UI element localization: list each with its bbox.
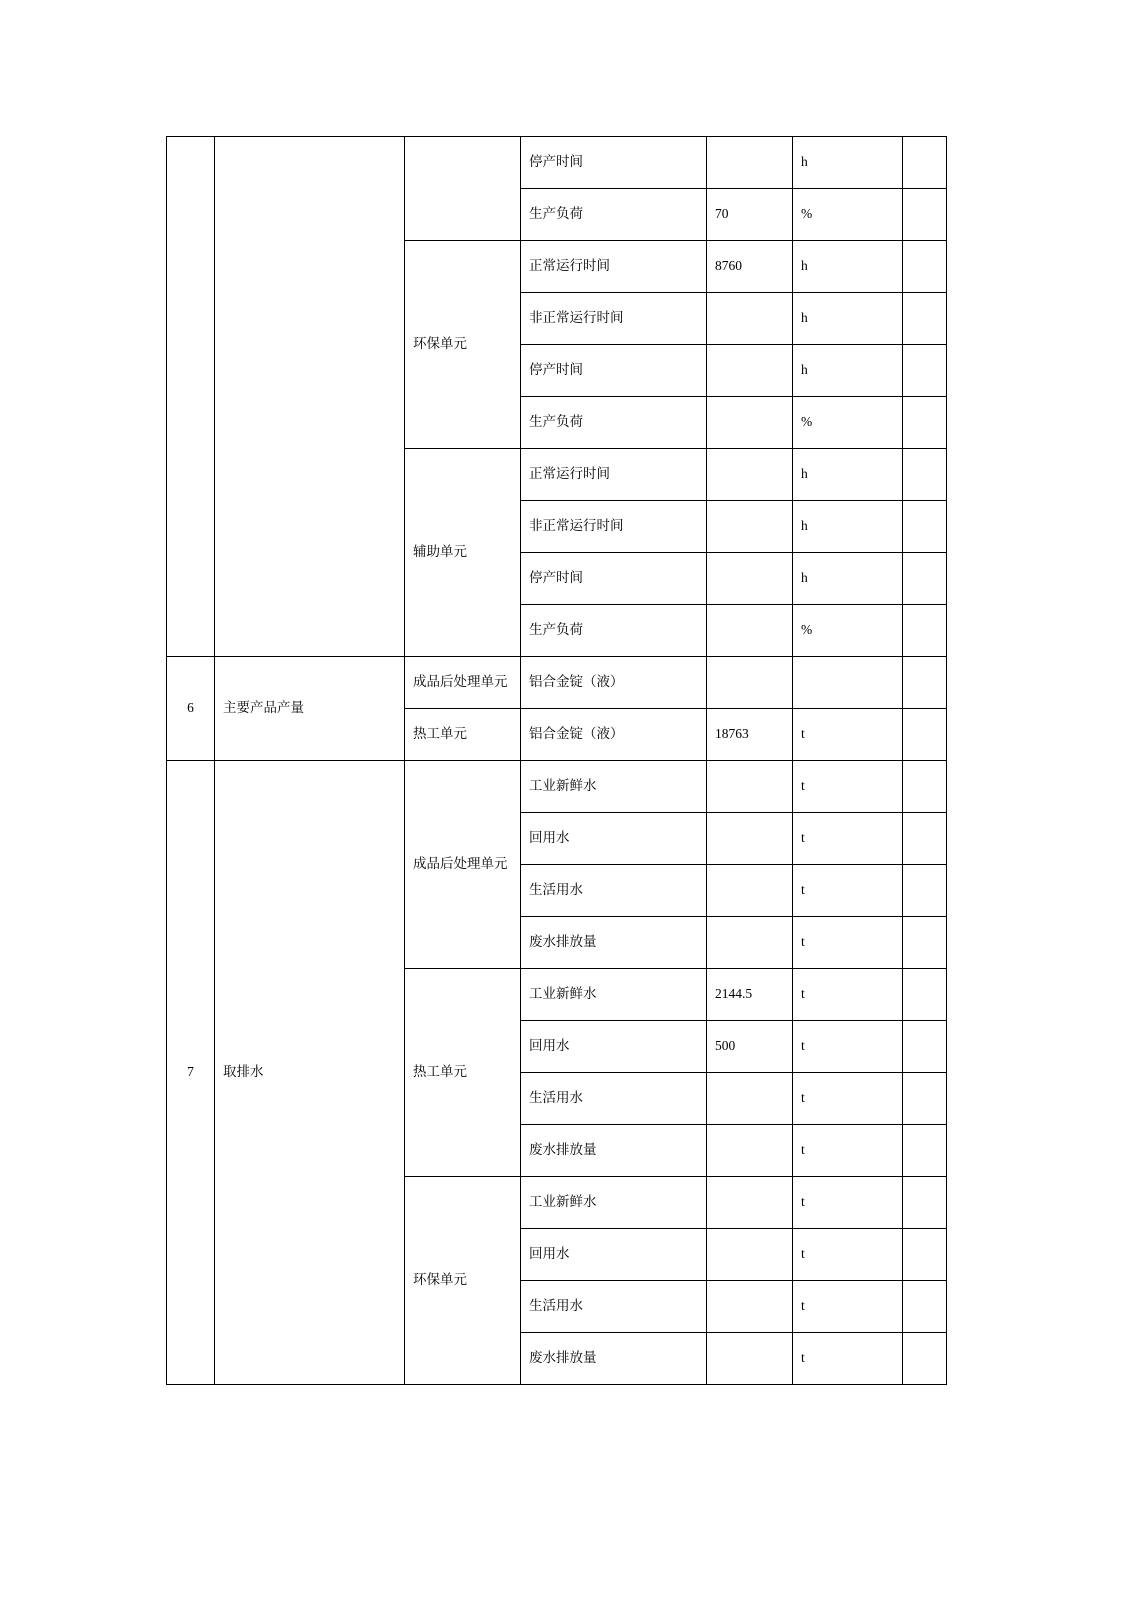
- row-uom-cell: t: [793, 1281, 903, 1333]
- unit-group-cell: 热工单元: [405, 969, 521, 1177]
- row-value-cell: 18763: [707, 709, 793, 761]
- unit-group-cell: 辅助单元: [405, 449, 521, 657]
- row-name-cell: 生产负荷: [521, 397, 707, 449]
- row-uom-cell: t: [793, 1073, 903, 1125]
- row-index-cell: 6: [167, 657, 215, 761]
- row-extra-cell: [903, 293, 947, 345]
- row-value-cell: [707, 137, 793, 189]
- row-extra-cell: [903, 1073, 947, 1125]
- row-extra-cell: [903, 605, 947, 657]
- row-index-cell: 7: [167, 761, 215, 1385]
- row-index-cell: [167, 137, 215, 657]
- row-uom-cell: t: [793, 709, 903, 761]
- row-item-cell: [215, 137, 405, 657]
- row-name-cell: 生产负荷: [521, 189, 707, 241]
- row-name-cell: 废水排放量: [521, 1125, 707, 1177]
- row-uom-cell: t: [793, 813, 903, 865]
- row-value-cell: [707, 1125, 793, 1177]
- row-value-cell: [707, 605, 793, 657]
- row-value-cell: [707, 345, 793, 397]
- row-uom-cell: h: [793, 293, 903, 345]
- row-name-cell: 非正常运行时间: [521, 293, 707, 345]
- production-data-table-wrapper: [166, 136, 946, 1385]
- row-value-cell: 2144.5: [707, 969, 793, 1021]
- row-name-cell: 废水排放量: [521, 917, 707, 969]
- row-value-cell: [707, 397, 793, 449]
- row-name-cell: 生活用水: [521, 1073, 707, 1125]
- row-name-cell: 铝合金锭（液）: [521, 709, 707, 761]
- row-extra-cell: [903, 241, 947, 293]
- row-value-cell: 500: [707, 1021, 793, 1073]
- production-data-table: [166, 136, 947, 1385]
- row-uom-cell: h: [793, 449, 903, 501]
- row-uom-cell: t: [793, 969, 903, 1021]
- row-extra-cell: [903, 813, 947, 865]
- row-name-cell: 工业新鲜水: [521, 969, 707, 1021]
- unit-group-cell: 热工单元: [405, 709, 521, 761]
- row-extra-cell: [903, 1177, 947, 1229]
- row-name-cell: 生产负荷: [521, 605, 707, 657]
- row-name-cell: 生活用水: [521, 865, 707, 917]
- row-uom-cell: t: [793, 917, 903, 969]
- row-value-cell: [707, 1073, 793, 1125]
- row-uom-cell: t: [793, 1229, 903, 1281]
- row-uom-cell: h: [793, 137, 903, 189]
- table-row: [167, 761, 947, 813]
- row-uom-cell: t: [793, 1333, 903, 1385]
- row-name-cell: 正常运行时间: [521, 449, 707, 501]
- row-name-cell: 工业新鲜水: [521, 1177, 707, 1229]
- row-value-cell: [707, 449, 793, 501]
- row-name-cell: 回用水: [521, 1229, 707, 1281]
- row-uom-cell: h: [793, 345, 903, 397]
- row-extra-cell: [903, 1281, 947, 1333]
- row-extra-cell: [903, 969, 947, 1021]
- unit-group-cell: 成品后处理单元: [405, 657, 521, 709]
- row-name-cell: 停产时间: [521, 553, 707, 605]
- row-uom-cell: %: [793, 189, 903, 241]
- row-value-cell: [707, 813, 793, 865]
- row-uom-cell: h: [793, 553, 903, 605]
- row-value-cell: [707, 1229, 793, 1281]
- row-extra-cell: [903, 345, 947, 397]
- row-uom-cell: t: [793, 761, 903, 813]
- row-extra-cell: [903, 1021, 947, 1073]
- row-value-cell: [707, 865, 793, 917]
- row-item-cell: 取排水: [215, 761, 405, 1385]
- row-name-cell: 回用水: [521, 813, 707, 865]
- row-extra-cell: [903, 1333, 947, 1385]
- row-name-cell: 生活用水: [521, 1281, 707, 1333]
- row-uom-cell: t: [793, 1125, 903, 1177]
- row-extra-cell: [903, 761, 947, 813]
- row-extra-cell: [903, 397, 947, 449]
- row-extra-cell: [903, 1125, 947, 1177]
- row-uom-cell: %: [793, 605, 903, 657]
- unit-group-cell: 环保单元: [405, 241, 521, 449]
- row-extra-cell: [903, 709, 947, 761]
- row-value-cell: [707, 501, 793, 553]
- row-uom-cell: %: [793, 397, 903, 449]
- row-value-cell: [707, 1333, 793, 1385]
- row-value-cell: [707, 1281, 793, 1333]
- row-extra-cell: [903, 449, 947, 501]
- row-extra-cell: [903, 917, 947, 969]
- row-name-cell: 停产时间: [521, 137, 707, 189]
- row-value-cell: [707, 1177, 793, 1229]
- row-uom-cell: h: [793, 501, 903, 553]
- row-name-cell: 停产时间: [521, 345, 707, 397]
- row-name-cell: 回用水: [521, 1021, 707, 1073]
- row-name-cell: 废水排放量: [521, 1333, 707, 1385]
- row-extra-cell: [903, 865, 947, 917]
- row-value-cell: 8760: [707, 241, 793, 293]
- row-name-cell: 铝合金锭（液）: [521, 657, 707, 709]
- row-item-cell: 主要产品产量: [215, 657, 405, 761]
- row-uom-cell: t: [793, 1021, 903, 1073]
- table-row: [167, 137, 947, 189]
- row-name-cell: 非正常运行时间: [521, 501, 707, 553]
- row-name-cell: 正常运行时间: [521, 241, 707, 293]
- unit-group-cell: [405, 137, 521, 241]
- row-uom-cell: h: [793, 241, 903, 293]
- row-extra-cell: [903, 189, 947, 241]
- row-value-cell: [707, 553, 793, 605]
- row-value-cell: [707, 657, 793, 709]
- row-extra-cell: [903, 501, 947, 553]
- row-uom-cell: [793, 657, 903, 709]
- row-value-cell: 70: [707, 189, 793, 241]
- row-uom-cell: t: [793, 1177, 903, 1229]
- row-extra-cell: [903, 553, 947, 605]
- table-row: [167, 657, 947, 709]
- row-extra-cell: [903, 137, 947, 189]
- row-uom-cell: t: [793, 865, 903, 917]
- row-value-cell: [707, 293, 793, 345]
- unit-group-cell: 环保单元: [405, 1177, 521, 1385]
- row-value-cell: [707, 761, 793, 813]
- row-name-cell: 工业新鲜水: [521, 761, 707, 813]
- row-extra-cell: [903, 1229, 947, 1281]
- unit-group-cell: 成品后处理单元: [405, 761, 521, 969]
- row-value-cell: [707, 917, 793, 969]
- row-extra-cell: [903, 657, 947, 709]
